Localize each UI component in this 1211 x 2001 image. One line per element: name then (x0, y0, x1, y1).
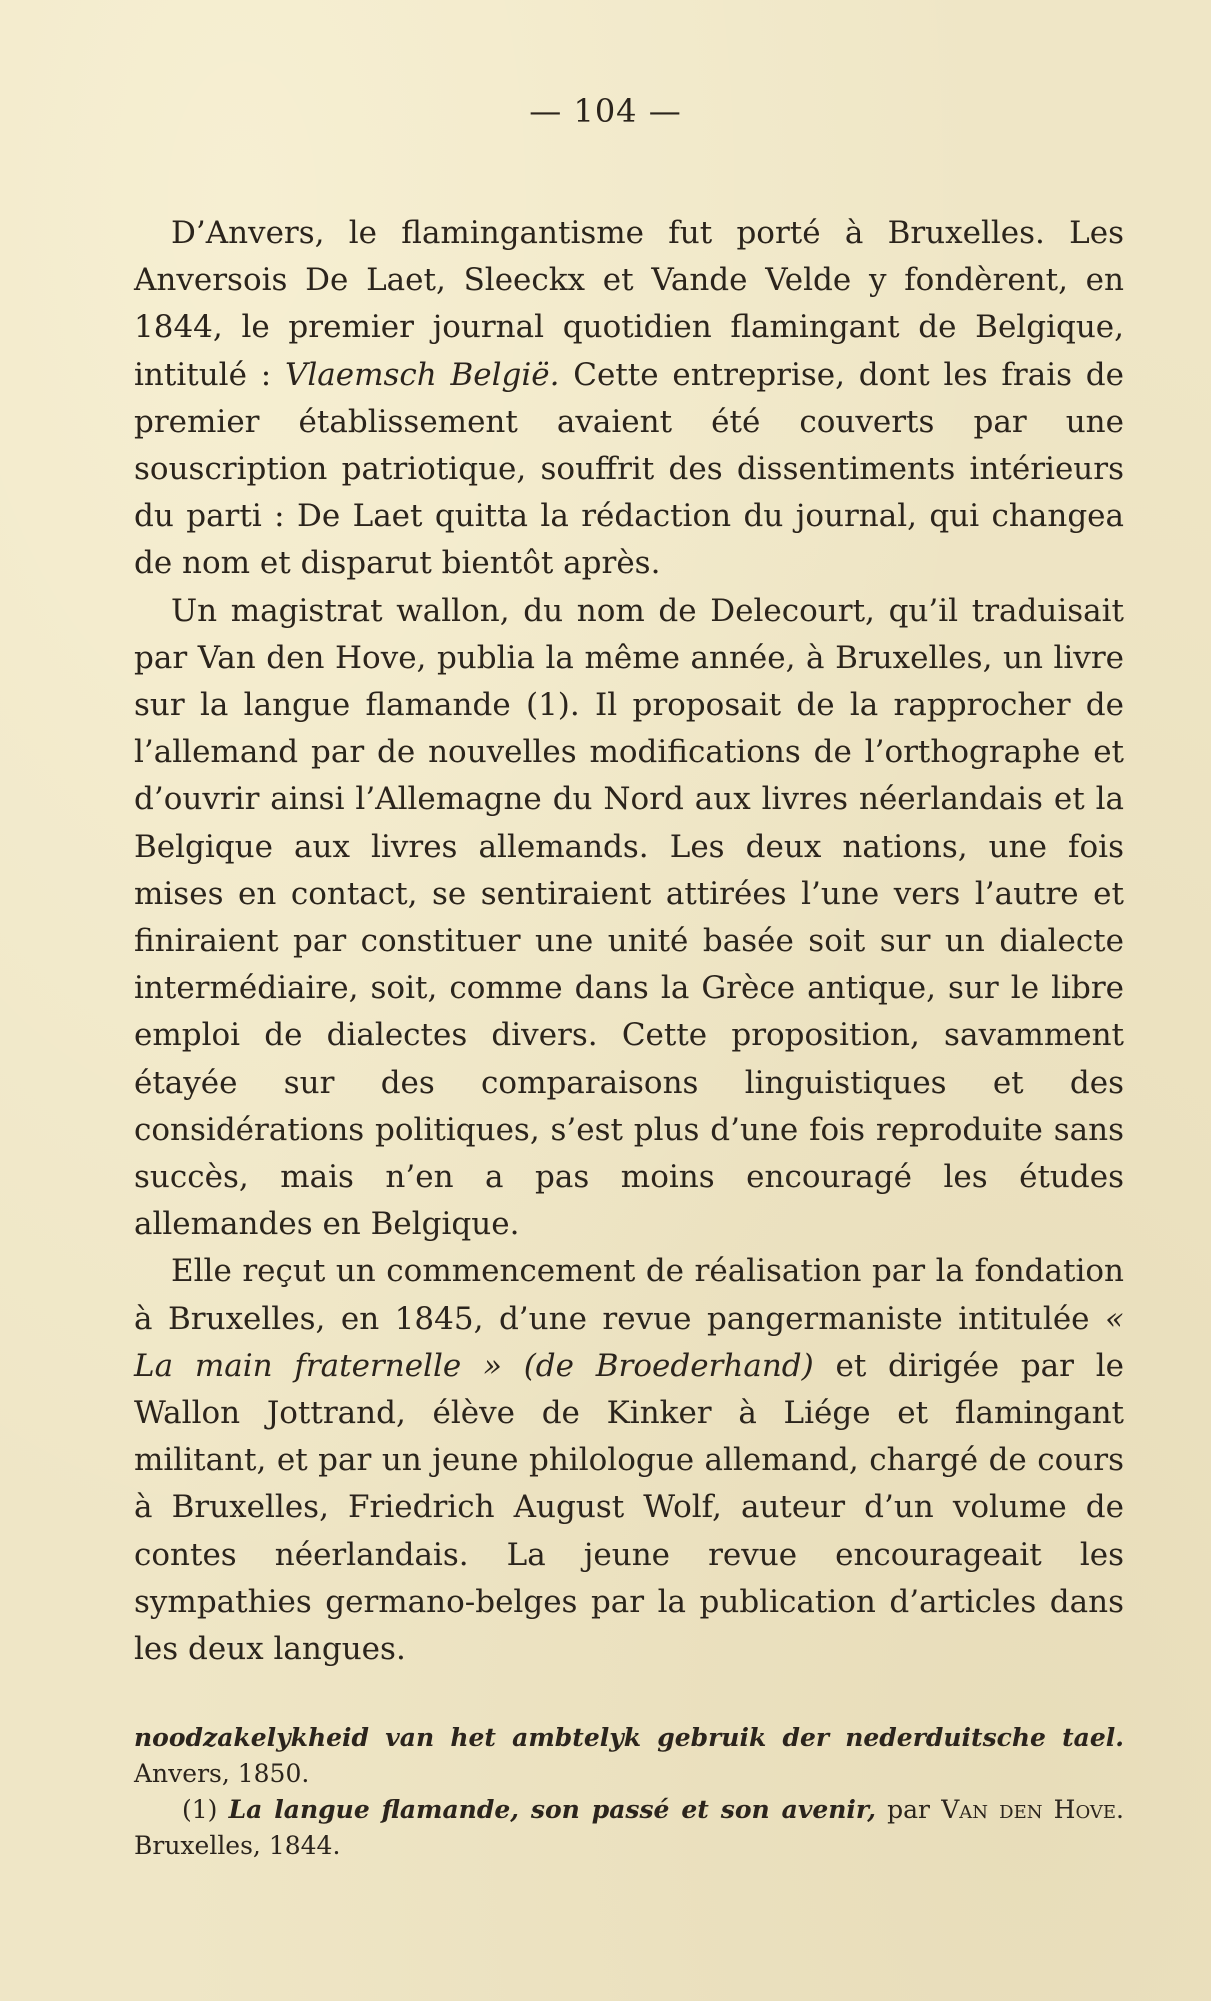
body-text (134, 210, 1124, 1673)
footnote-1-by: par (875, 1795, 942, 1824)
paragraph-3 (134, 1248, 1124, 1673)
paragraph-1 (134, 210, 1124, 588)
paragraph-3-text-b: et dirigée par le Wallon Jottrand, élève de Kinker à Liége et flamingant militant, et par un jeune philologue allemand, chargé de cours à Bruxelles, Friedrich August Wolf, auteur d’un volume de contes néerlandais. La jeune revue encourageait les sympathies germano-belges par la publication d’articles dans les deux langues. (134, 1347, 1125, 1668)
footnote-continuation-title: noodzakelykheid van het ambtelyk gebruik der nederduitsche tael. (134, 1723, 1124, 1752)
paragraph-1-text-b: Cette entreprise, dont les frais de premier établissement avaient été couverts par une souscription patriotique, souffrit des dissentiments intérieurs du parti : De Laet quitta la rédaction du journal, qui changea de nom et disparut bientôt après. (134, 356, 1124, 582)
footnote-continuation-place: Anvers, 1850. (134, 1759, 310, 1788)
footnote-1-author: Van den Hove (941, 1795, 1117, 1824)
footnote-continuation (134, 1720, 1124, 1792)
footnote-1-marker: (1) (182, 1795, 229, 1824)
footnotes (134, 1720, 1124, 1864)
footnote-1-place: . Bruxelles, 1844. (134, 1795, 1124, 1860)
paragraph-3-text-a: Elle reçut un commencement de réalisation par la fondation à Bruxelles, en 1845, d’une revue pangermaniste intitulée (134, 1253, 1124, 1337)
paragraph-1-text-a: D’Anvers, le flamingantisme fut porté à Bruxelles. Les Anversois De Laet, Sleeckx et Vande Velde y fondèrent, en 1844, le premier journal quotidien flamingant de Belgique, intitulé : (134, 215, 1124, 393)
footnote-1-title: La langue flamande, son passé et son avenir, (228, 1795, 876, 1824)
page-number: — 104 — (529, 92, 682, 130)
newspaper-title: Vlaemsch België. (284, 356, 560, 393)
paragraph-2: Un magistrat wallon, du nom de Delecourt, qu’il traduisait par Van den Hove, publia la même année, à Bruxelles, un livre sur la langue flamande (1). Il proposait de la rapprocher de l’allemand par de nouvelles modifications de l’orthographe et d’ouvrir ainsi l’Allemagne du Nord aux livres néerlandais et la Belgique aux livres allemands. Les deux nations, une fois mises en contact, se sentiraient attirées l’une vers l’autre et finiraient par constituer une unité basée soit sur un dialecte intermédiaire, soit, comme dans la Grèce antique, sur le libre emploi de dialectes divers. Cette proposition, savamment étayée sur des comparaisons linguistiques et des considérations politiques, s’est plus d’une fois reproduite sans succès, mais n’en a pas moins encouragé les études allemandes en Belgique. (134, 592, 1124, 1243)
review-title: « La main fraternelle » (de Broederhand) (134, 1300, 1124, 1384)
footnote-1 (134, 1792, 1124, 1864)
